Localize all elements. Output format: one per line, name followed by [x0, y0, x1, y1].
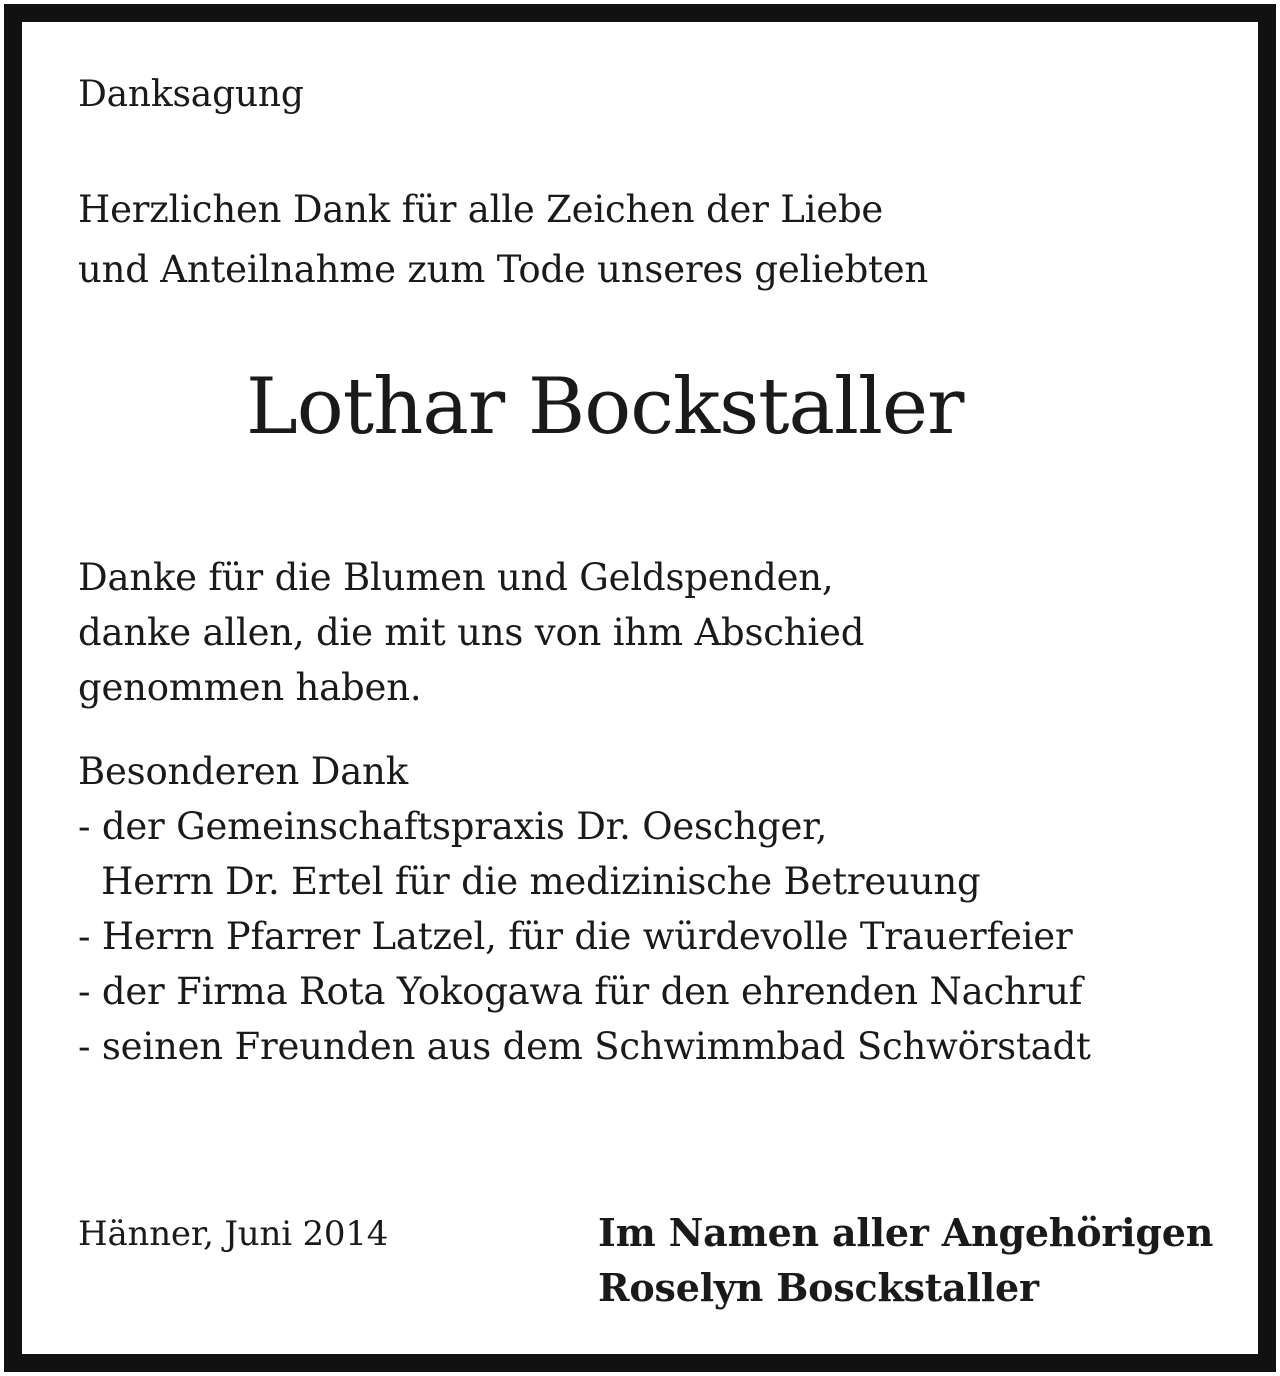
- intro-line-1: Herzlichen Dank für alle Zeichen der Liebe: [78, 188, 884, 231]
- special-thanks-line-1: - der Gemeinschaftspraxis Dr. Oeschger,: [78, 805, 828, 848]
- signature-line-1: Im Namen aller Angehörigen: [598, 1210, 1214, 1255]
- intro-line-2: und Anteilnahme zum Tode unseres geliebten: [78, 248, 929, 291]
- special-thanks-line-4: - der Firma Rota Yokogawa für den ehrenden Nachruf: [78, 970, 1083, 1013]
- thanks-line-2: danke allen, die mit uns von ihm Abschied: [78, 611, 865, 654]
- thanks-line-3: genommen haben.: [78, 666, 422, 709]
- thanks-line-1: Danke für die Blumen und Geldspenden,: [78, 556, 834, 599]
- special-thanks-line-3: - Herrn Pfarrer Latzel, für die würdevolle Trauerfeier: [78, 915, 1073, 958]
- deceased-name: Lothar Bockstaller: [246, 362, 964, 452]
- place-date: Hänner, Juni 2014: [78, 1214, 389, 1254]
- special-thanks-line-2: Herrn Dr. Ertel für die medizinische Betreuung: [78, 860, 981, 903]
- special-thanks-title: Besonderen Dank: [78, 750, 408, 793]
- heading: Danksagung: [78, 74, 304, 115]
- special-thanks-line-5: - seinen Freunden aus dem Schwimmbad Schwörstadt: [78, 1025, 1091, 1068]
- signature-line-2: Roselyn Bosckstaller: [598, 1265, 1039, 1310]
